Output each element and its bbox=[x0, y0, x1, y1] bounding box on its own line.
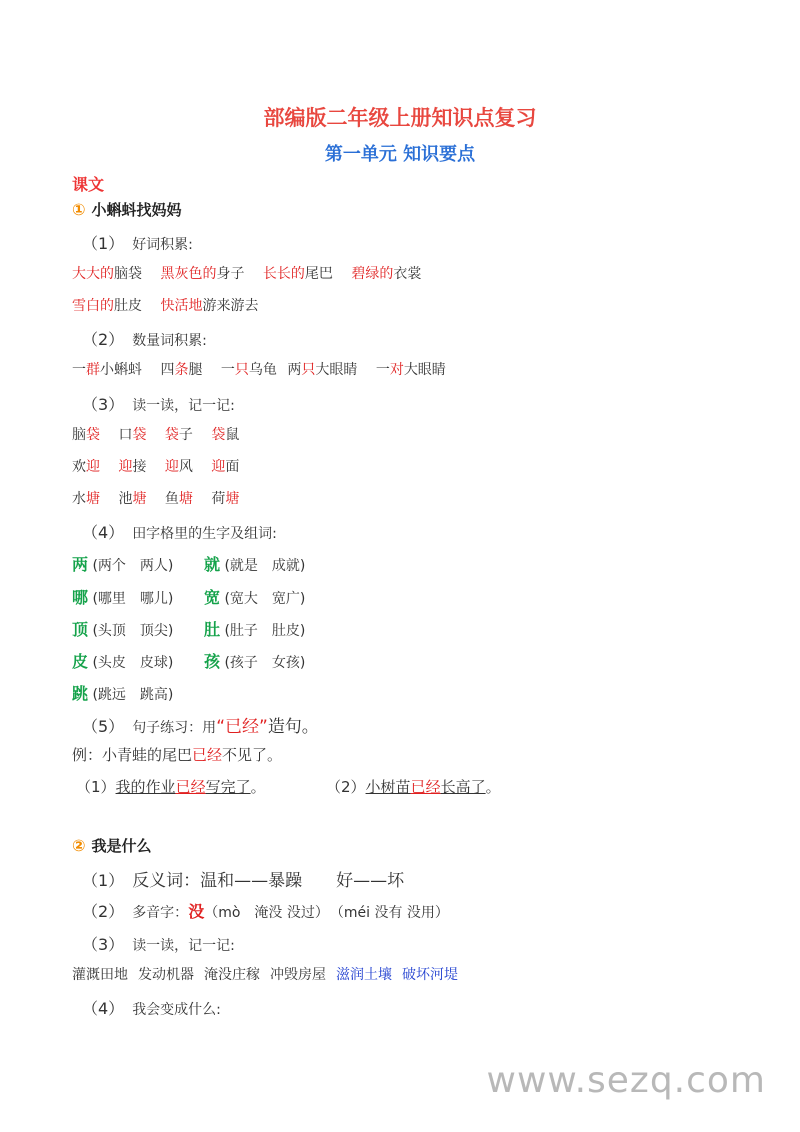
word-item: 迎风 bbox=[164, 459, 193, 475]
watermark: www.sezq.com bbox=[486, 1060, 766, 1101]
char-row-3 bbox=[72, 617, 173, 640]
question-4b bbox=[82, 996, 221, 1019]
word-item: 袋鼠 bbox=[211, 427, 240, 443]
lesson-title: 小蝌蚪找妈妈 bbox=[91, 201, 182, 219]
word-item: 鱼塘 bbox=[164, 491, 193, 507]
question-label: 我会变成什么: bbox=[132, 1002, 221, 1018]
char-entry: 肚 (肚子 肚皮) bbox=[204, 620, 306, 639]
char-entry: 哪 (哪里 哪儿) bbox=[72, 588, 174, 607]
lesson-1-heading bbox=[72, 199, 182, 220]
lesson-number: ② bbox=[72, 836, 86, 855]
char-row-4-right bbox=[204, 649, 305, 672]
char-row-2 bbox=[72, 585, 173, 608]
read-row-2 bbox=[72, 456, 253, 476]
char-row-2-right bbox=[204, 585, 305, 608]
question-3b bbox=[82, 932, 235, 955]
char-entry: 两 (两个 两人) bbox=[72, 555, 174, 574]
char-row-3-right bbox=[204, 617, 305, 640]
lesson-title: 我是什么 bbox=[91, 837, 152, 855]
antonyms-line bbox=[82, 866, 404, 891]
unit-subtitle: 第一单元 知识要点 bbox=[324, 144, 476, 165]
question-number: （1） bbox=[82, 234, 125, 253]
question-label: 读一读，记一记: bbox=[132, 938, 235, 954]
word-item: 破坏河堤 bbox=[402, 967, 458, 983]
word-item: 一只乌龟 bbox=[220, 362, 277, 378]
word-item: 黑灰色的身子 bbox=[160, 266, 245, 282]
word-item: 袋子 bbox=[164, 427, 193, 443]
char-entry: 皮 (头皮 皮球) bbox=[72, 652, 174, 671]
question-2 bbox=[82, 327, 207, 350]
word-item: 淹没庄稼 bbox=[204, 967, 260, 983]
word-item: 水塘 bbox=[72, 491, 100, 507]
polyphone-line: （2） 多音字：没（mò 淹没 没过） （méi 没有 没用） bbox=[82, 902, 449, 921]
question-1 bbox=[82, 231, 193, 254]
question-number: （3） bbox=[82, 935, 125, 954]
word-item: 迎面 bbox=[211, 459, 240, 475]
word-item: 发动机器 bbox=[138, 967, 194, 983]
word-item: 快活地游来游去 bbox=[160, 298, 259, 314]
word-item: 一对大眼睛 bbox=[375, 362, 446, 378]
question-3 bbox=[82, 392, 235, 415]
section-heading: 课文 bbox=[72, 175, 105, 194]
lesson-number: ① bbox=[72, 200, 86, 219]
word-item: 池塘 bbox=[118, 491, 147, 507]
question-number: （5） bbox=[82, 717, 125, 736]
word-item: 脑袋 bbox=[72, 427, 100, 443]
word-item: 荷塘 bbox=[211, 491, 240, 507]
char-entry: 顶 (头顶 顶尖) bbox=[72, 620, 174, 639]
question-number: （2） bbox=[82, 330, 125, 349]
target-word: 已经 bbox=[225, 717, 259, 737]
question-label: 反义词：温和——暴躁 好——坏 bbox=[132, 871, 405, 891]
polyphone-char: 没 bbox=[188, 902, 205, 921]
word-item: 四条腿 bbox=[160, 362, 203, 378]
char-entry: 跳 (跳远 跳高) bbox=[72, 684, 174, 703]
word-item: 两只大眼睛 bbox=[287, 362, 358, 378]
word-item: 灌溉田地 bbox=[72, 967, 128, 983]
char-row-1 bbox=[72, 552, 173, 575]
char-row-4 bbox=[72, 649, 173, 672]
question-5: （5） 句子练习：用“已经”造句。 bbox=[82, 717, 319, 737]
lesson-2-heading bbox=[72, 835, 152, 856]
good-words-row-1 bbox=[72, 263, 435, 283]
char-entry: 就 (就是 成就) bbox=[204, 555, 306, 574]
question-number: （4） bbox=[82, 999, 125, 1018]
document-title: 部编版二年级上册知识点复习 bbox=[263, 106, 537, 130]
good-words-row-2 bbox=[72, 295, 272, 315]
question-label: 田字格里的生字及组词: bbox=[132, 526, 277, 542]
question-label: 读一读，记一记: bbox=[132, 398, 235, 414]
example-sentence: 例：小青蛙的尾巴已经不见了。 bbox=[72, 746, 283, 764]
answer-1: （1）我的作业已经写完了。 bbox=[76, 778, 266, 796]
question-label: 数量词积累: bbox=[132, 333, 207, 349]
word-item: 雪白的肚皮 bbox=[72, 298, 142, 314]
char-row-5 bbox=[72, 681, 173, 704]
word-item: 长长的尾巴 bbox=[262, 266, 333, 282]
char-row-1-right bbox=[204, 552, 305, 575]
word-item: 欢迎 bbox=[72, 459, 100, 475]
quantity-words-row bbox=[72, 359, 460, 379]
char-entry: 孩 (孩子 女孩) bbox=[204, 652, 306, 671]
question-4 bbox=[82, 520, 277, 543]
word-item: 碧绿的衣裳 bbox=[351, 266, 422, 282]
question-number: （3） bbox=[82, 395, 125, 414]
char-entry: 宽 (宽大 宽广) bbox=[204, 588, 306, 607]
word-item: 滋润土壤 bbox=[336, 967, 392, 983]
question-label: 好词积累: bbox=[132, 237, 193, 253]
question-label: 句子练习：用 bbox=[132, 720, 217, 736]
question-number: （2） bbox=[82, 902, 125, 921]
answer-2: （2）小树苗已经长高了。 bbox=[326, 778, 501, 796]
word-item: 迎接 bbox=[118, 459, 147, 475]
question-number: （1） bbox=[82, 871, 125, 890]
word-item: 一群小蝌蚪 bbox=[72, 362, 142, 378]
question-number: （4） bbox=[82, 523, 125, 542]
read-words-row bbox=[72, 964, 458, 984]
word-item: 口袋 bbox=[118, 427, 147, 443]
read-row-3 bbox=[72, 488, 253, 508]
read-row-1 bbox=[72, 424, 253, 444]
word-item: 大大的脑袋 bbox=[72, 266, 142, 282]
word-item: 冲毁房屋 bbox=[270, 967, 326, 983]
